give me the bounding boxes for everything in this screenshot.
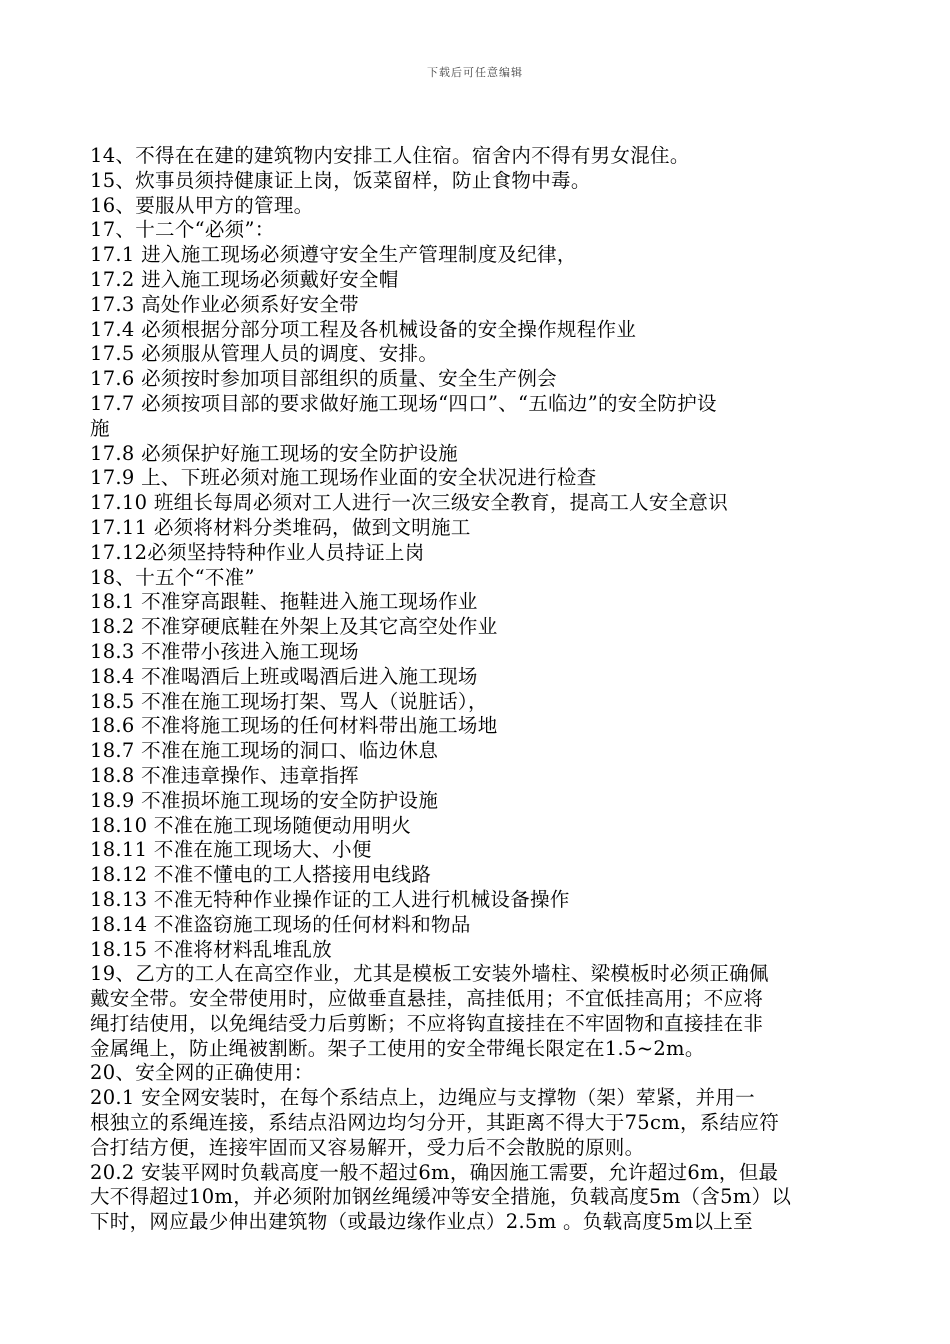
text-line: 18.6 不准将施工现场的任何材料带出施工场地 [90,714,498,738]
text-line: 18.7 不准在施工现场的洞口、临边休息 [90,739,439,763]
text-line: 下时，网应最少伸出建筑物（或最边缘作业点）2.5m 。负载高度5m以上至 [90,1210,753,1234]
text-line: 17.8 必须保护好施工现场的安全防护设施 [90,441,458,465]
text-line: 18.11 不准在施工现场大、小便 [90,838,372,862]
document-body [90,144,870,1235]
text-line: 合打结方便，连接牢固而又容易解开，受力后不会散脱的原则。 [90,1135,645,1159]
text-line: 18.2 不准穿硬底鞋在外架上及其它高空处作业 [90,615,498,639]
text-line: 17.5 必须服从管理人员的调度、安排。 [90,342,439,366]
text-line: 17.6 必须按时参加项目部组织的质量、安全生产例会 [90,367,557,391]
text-line: 14、不得在在建的建筑物内安排工人住宿。宿舍内不得有男女混住。 [90,144,690,167]
text-line: 戴安全带。安全带使用时，应做垂直悬挂，高挂低用；不宜低挂高用；不应将 [90,987,764,1011]
text-line: 根独立的系绳连接，系结点沿网边均匀分开，其距离不得大于75cm，系结应符 [90,1111,780,1135]
text-line: 18.8 不准违章操作、违章指挥 [90,763,359,787]
text-line: 18、十五个“不准” [90,565,255,589]
text-line: 15、炊事员须持健康证上岗，饭菜留样，防止食物中毒。 [90,168,591,192]
text-line: 17.10 班组长每周必须对工人进行一次三级安全教育，提高工人安全意识 [90,491,729,515]
text-line: 绳打结使用，以免绳结受力后剪断；不应将钩直接挂在不牢固物和直接挂在非 [90,1011,764,1035]
text-line: 18.5 不准在施工现场打架、骂人（说脏话）， [90,689,488,713]
text-line: 17.7 必须按项目部的要求做好施工现场“四口”、“五临边”的安全防护设 [90,391,717,415]
text-line: 18.9 不准损坏施工现场的安全防护设施 [90,788,439,812]
text-line: 17.3 高处作业必须系好安全带 [90,292,359,316]
text-line: 17.9 上、下班必须对施工现场作业面的安全状况进行检查 [90,466,597,490]
text-line: 17、十二个“必须”： [90,218,275,242]
text-line: 18.1 不准穿高跟鞋、拖鞋进入施工现场作业 [90,590,478,614]
text-line: 20.2 安装平网时负载高度一般不超过6m，确因施工需要，允许超过6m，但最 [90,1160,779,1184]
text-line: 18.12 不准不懂电的工人搭接用电线路 [90,863,432,887]
text-line: 18.4 不准喝酒后上班或喝酒后进入施工现场 [90,664,478,688]
text-line: 20、安全网的正确使用： [90,1061,314,1085]
text-line: 17.2 进入施工现场必须戴好安全帽 [90,267,399,291]
text-line: 19、乙方的工人在高空作业，尤其是模板工安装外墙柱、梁模板时必须正确佩 [90,962,769,986]
page-header: 下载后可任意编辑 [427,66,523,79]
text-line: 18.3 不准带小孩进入施工现场 [90,639,359,663]
text-line: 17.1 进入施工现场必须遵守安全生产管理制度及纪律， [90,243,577,267]
text-line: 18.14 不准盗窃施工现场的任何材料和物品 [90,912,471,936]
text-line: 金属绳上，防止绳被割断。架子工使用的安全带绳长限定在1.5~2m。 [90,1036,705,1060]
text-line: 16、要服从甲方的管理。 [90,193,314,217]
text-line: 18.10 不准在施工现场随便动用明火 [90,813,412,837]
text-line: 大不得超过10m，并必须附加钢丝绳缓冲等安全措施，负载高度5m（含5m）以 [90,1185,792,1209]
text-line: 20.1 安全网安装时，在每个系结点上，边绳应与支撑物（架）荤紧，并用一 [90,1086,755,1110]
text-line: 施 [90,416,110,440]
text-line: 17.12必须坚持特种作业人员持证上岗 [90,540,425,564]
text-line: 18.15 不准将材料乱堆乱放 [90,937,333,961]
text-line: 17.11 必须将材料分类堆码，做到文明施工 [90,515,471,539]
text-line: 17.4 必须根据分部分项工程及各机械设备的安全操作规程作业 [90,317,637,341]
text-line: 18.13 不准无特种作业操作证的工人进行机械设备操作 [90,887,570,911]
